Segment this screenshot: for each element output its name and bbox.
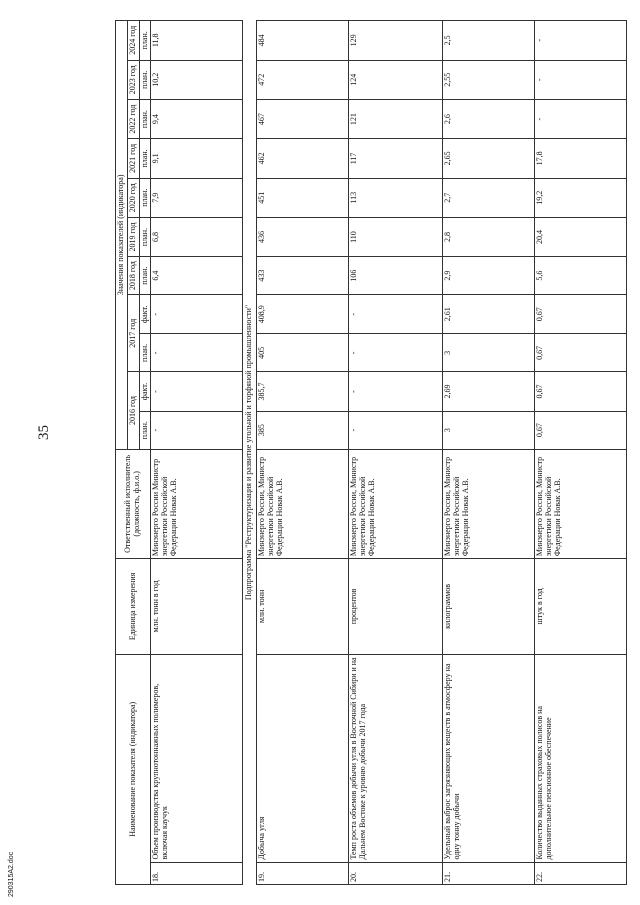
value-cell: 462 (257, 139, 349, 178)
value-cell: 2,7 (443, 178, 535, 217)
value-cell: 129 (349, 21, 443, 61)
value-cell: 433 (257, 257, 349, 295)
value-cell: - (535, 99, 627, 138)
value-cell: 2,55 (443, 60, 535, 99)
value-cell: - (535, 21, 627, 61)
value-cell: 2,65 (443, 139, 535, 178)
col-subheader-plan: план. (139, 99, 151, 138)
value-cell: - (535, 60, 627, 99)
value-cell: 484 (257, 21, 349, 61)
value-cell: 113 (349, 178, 443, 217)
value-cell: 6,8 (151, 217, 243, 256)
value-cell: 3 (443, 411, 535, 449)
value-cell: 5,6 (535, 257, 627, 295)
col-header-2024: 2024 год (127, 21, 139, 61)
value-cell: 10,2 (151, 60, 243, 99)
col-header-2023: 2023 год (127, 60, 139, 99)
col-header-responsible: Ответственный исполнитель (должность, ф.и.о.) (116, 449, 151, 559)
col-header-values: Значения показателей (индикатора) (116, 21, 128, 450)
value-cell: 436 (257, 217, 349, 256)
value-cell: 467 (257, 99, 349, 138)
value-cell: 0,67 (535, 411, 627, 449)
value-cell: 110 (349, 217, 443, 256)
responsible-cell: Минэнерго России, Министр энергетики Российской Федерации Новак А.В. (443, 449, 535, 559)
unit-cell: млн. тонн (257, 559, 349, 655)
indicators-table (115, 20, 627, 885)
footer-filename: 290315A2.doc (8, 851, 15, 897)
value-cell: 9,4 (151, 99, 243, 138)
value-cell: 0,67 (535, 334, 627, 372)
value-cell: - (151, 334, 243, 372)
value-cell: 408,9 (257, 295, 349, 334)
unit-cell: млн. тонн в год (151, 559, 243, 655)
responsible-cell: Минэнерго России Министр энергетики Российской Федерации Новак А.В. (151, 449, 243, 559)
value-cell: 2,5 (443, 21, 535, 61)
col-header-2020: 2020 год (127, 178, 139, 217)
col-header-2022: 2022 год (127, 99, 139, 138)
col-header-2017: 2017 год (127, 295, 139, 372)
col-header-2016: 2016 год (127, 372, 139, 449)
unit-cell: штук в год (535, 559, 627, 655)
indicator-name: Добыча угля (257, 654, 349, 862)
col-header-2021: 2021 год (127, 139, 139, 178)
rotated-table-container (115, 20, 620, 885)
value-cell: 2,61 (443, 295, 535, 334)
row-number: 20. (349, 862, 443, 884)
value-cell: 106 (349, 257, 443, 295)
col-subheader-plan: план. (139, 334, 151, 372)
table-row (535, 21, 627, 885)
value-cell: 9,1 (151, 139, 243, 178)
col-header-unit: Единица измерения (116, 559, 151, 655)
col-subheader-plan: план. (139, 217, 151, 256)
value-cell: 7,9 (151, 178, 243, 217)
value-cell: - (349, 334, 443, 372)
row-number: 19. (257, 862, 349, 884)
value-cell: 20,4 (535, 217, 627, 256)
col-header-name: Наименование показателя (индикатора) (116, 654, 151, 884)
col-subheader-plan: план. (139, 178, 151, 217)
value-cell: 19,2 (535, 178, 627, 217)
row-number: 22. (535, 862, 627, 884)
value-cell: 2,6 (443, 99, 535, 138)
col-subheader-plan: план. (139, 60, 151, 99)
indicator-name: Темп роста объемов добычи угля в Восточной Сибири и на Дальнем Востоке к уровню добычи 2017 года (349, 654, 443, 862)
unit-cell: килограммов (443, 559, 535, 655)
col-subheader-plan: план. (139, 411, 151, 449)
value-cell: 124 (349, 60, 443, 99)
table-row (257, 21, 349, 885)
subprogram-row (243, 21, 257, 885)
indicator-name: Удельный выброс загрязняющих веществ в атмосферу на одну тонну добычи (443, 654, 535, 862)
col-header-2019: 2019 год (127, 217, 139, 256)
col-header-2018: 2018 год (127, 257, 139, 295)
value-cell: 3 (443, 334, 535, 372)
value-cell: - (349, 372, 443, 411)
value-cell: 385,7 (257, 372, 349, 411)
col-subheader-fact: факт. (139, 295, 151, 334)
responsible-cell: Минэнерго России, Министр энергетики Российской Федерации Новак А.В. (349, 449, 443, 559)
table-row (349, 21, 443, 885)
col-subheader-plan: план. (139, 139, 151, 178)
value-cell: 472 (257, 60, 349, 99)
value-cell: 17,8 (535, 139, 627, 178)
value-cell: 6,4 (151, 257, 243, 295)
indicator-name: Объем производства крупнотоннажных полимеров, включая каучук (151, 654, 243, 862)
col-subheader-plan: план. (139, 257, 151, 295)
value-cell: 0,67 (535, 295, 627, 334)
col-subheader-plan: план. (139, 21, 151, 61)
responsible-cell: Минэнерго России, Министр энергетики Российской Федерации Новак А.В. (535, 449, 627, 559)
table-row (151, 21, 243, 885)
value-cell: 451 (257, 178, 349, 217)
value-cell: - (151, 372, 243, 411)
value-cell: 2,69 (443, 372, 535, 411)
value-cell: 405 (257, 334, 349, 372)
value-cell: 121 (349, 99, 443, 138)
subprogram-title: Подпрограмма "Реструктуризация и развитие угольной и торфяной промышленности" (243, 21, 257, 885)
page-number: 35 (36, 425, 52, 440)
indicator-name: Количество выданных страховых полисов на дополнительное пенсионное обеспечение (535, 654, 627, 862)
value-cell: 2,9 (443, 257, 535, 295)
unit-cell: процентов (349, 559, 443, 655)
value-cell: 2,8 (443, 217, 535, 256)
value-cell: 11,8 (151, 21, 243, 61)
value-cell: - (151, 411, 243, 449)
col-subheader-fact: факт. (139, 372, 151, 411)
row-number: 21. (443, 862, 535, 884)
row-number: 18. (151, 862, 243, 884)
value-cell: 117 (349, 139, 443, 178)
value-cell: 0,67 (535, 372, 627, 411)
value-cell: - (349, 411, 443, 449)
value-cell: - (151, 295, 243, 334)
value-cell: - (349, 295, 443, 334)
table-row (443, 21, 535, 885)
value-cell: 385 (257, 411, 349, 449)
responsible-cell: Минэнерго России, Министр энергетики Российской Федерации Новак А.В. (257, 449, 349, 559)
